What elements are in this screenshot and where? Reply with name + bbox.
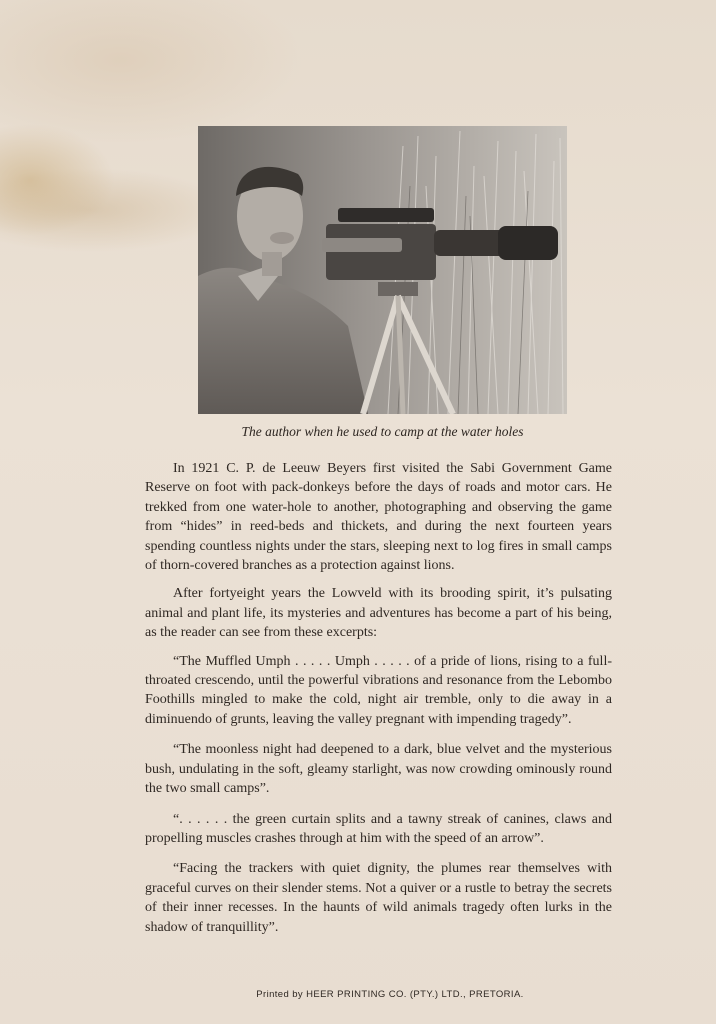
lowveld-paragraph: After fortyeight years the Lowveld with its brooding spirit, it’s pulsating animal and plant life, its mysteries and adventures has become a part of his being, as the reader can see from these excerpts: [145,586,612,641]
printer-imprint: Printed by HEER PRINTING CO. (PTY.) LTD., PRETORIA. [256,989,524,1000]
photo-caption: The author when he used to camp at the water holes [241,424,524,439]
author-photograph [198,126,567,414]
excerpt-quote: “Facing the trackers with quiet dignity, the plumes rear themselves with graceful curves on their slender stems. Not a quiver or a rustle to betray the secrets of their inner recesses. In the haunts of wild animals tragedy often lurks in the shadow of tranquillity”. [145,861,612,935]
excerpt-quote: “The Muffled Umph . . . . . Umph . . . . . of a pride of lions, rising to a full-throated crescendo, until the powerful vibrations and resonance from the Lebombo Foothills mingled to make the cold, night air tremble, only to die away in a diminuendo of grunts, leaving the valley pregnant with impending tragedy”. [145,653,612,727]
blurb-text [145,459,612,948]
excerpt-quote: “. . . . . . the green curtain splits and a tawny streak of canines, claws and propelling muscles crashes through at him with the speed of an arrow”. [145,811,612,846]
excerpt-quote: “The moonless night had deepened to a dark, blue velvet and the mysterious bush, undulating in the soft, gleamy starlight, was now crowding ominously round the two small camps”. [145,742,612,797]
intro-paragraph: In 1921 C. P. de Leeuw Beyers first visited the Sabi Government Game Reserve on foot with pack-donkeys before the days of roads and motor cars. He trekked from one water-hole to another, photographing and observing the game from “hides” in reed-beds and thickets, and during the next fourteen years spending countless nights under the stars, sleeping next to log fires in small camps of thorn-covered branches as a protection against lions. [145,461,612,574]
